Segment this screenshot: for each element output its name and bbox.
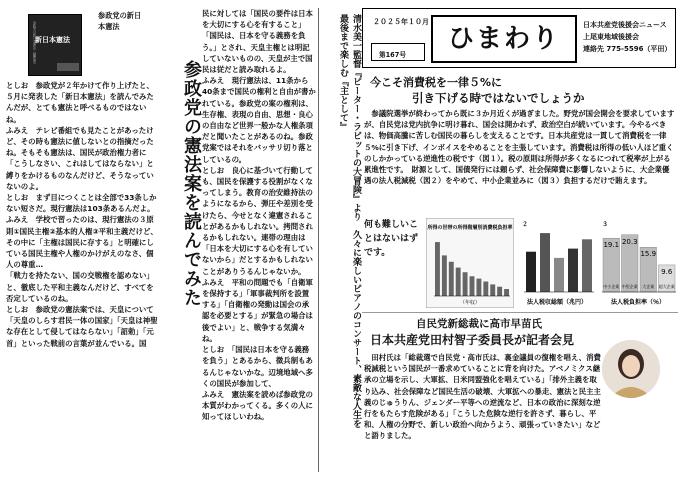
chart1-title: 所得の世帯の所得階層別消費税負担率 [427,225,513,231]
newsletter-logo: ひまわり [431,15,577,63]
paragraph: 「戦力を持たない、国の交戦権を認めない」と、徹底した平和主義なんだけど、すべてを否定しているのね。 [6,271,154,303]
organization-info [583,19,671,55]
chart1-xlabel: （年収） [459,300,481,306]
chart3-category-label: 中堅企業 [621,284,638,289]
paragraph: 民に対しては「国民の要件は日本を大切にする心を有すること」「国民は、日本を守る義務を負う。」とされ、天皇主権とは明記していないものの、天皇が主で国民は従だと読み取れるよ。 [202,9,313,75]
chart2-label: 法人税収総額（兆円） [526,299,588,306]
paragraph: ふみえ 現行憲法は、11条から40条まで国民の権利と自由が書かれている。参政党の案の権利は、生存権、表現の自由、思想・良心の自由など世界一般かな人権条項だと聞いたことがあるのね。参政党案ではそれをバッサリ切り落としているの。 [202,76,316,164]
book-title: 新日本憲法 [35,36,70,44]
headline-tax-2: 引き下げる時ではないでしょうか [412,91,585,105]
org-line-3: 連絡先 775-5596（平田） [583,45,672,53]
paragraph: ふみえ 学校で習ったのは、現行憲法の３原則①国民主権②基本的人権③平和主義だけど、その中に「主権は国民に存する」と明確にしている国民主権や人権のかけがえのなさ、個人の尊重… [6,215,158,270]
chart1-svg [426,218,514,308]
chart2-bar [582,239,592,292]
paragraph: としお 「国民は日本を守る義務を負う」とあるから、徴兵制もあるんじゃないかな。辺境地域へ多くの国民が参加して、 [202,345,313,388]
book-cover-image [28,14,82,76]
paragraph: としお まず目につくことは全部で33条しかない短さだ。現行憲法は103条あるんだよ。 [6,193,157,214]
column-divider [318,8,319,472]
vertical-headline: 参政党の憲法案を読んでみた [181,60,202,307]
paragraph: としお 良心に基づいて行動しても、国民を保護する役割がなくなってしまう。教育の治安維持法のようになるから、弾圧や差別を受けたら、今せとなく違憲されることがあるかもしれない。拷問されるかもしれない。連帯の理由は「日本を大切にする心を有していないから」だとするかもしれないことがありうるんじゃないか。 [202,165,313,276]
issue-date: ２０２５年１０月 [373,18,429,26]
chart3-category-label: 大企業 [642,284,655,289]
chart2-bar [554,258,564,292]
paragraph: ふみえ テレビ番組でも見たことがあったけど、その時も憲法に値しないとの指摘だったね。そもそも憲法は、国民が政治権力者に「こうしなさい、これはしてはならない」と縛りをかけるものなんだけど、そうなっていないのよ。 [6,125,154,191]
dialogue-column-1 [6,80,158,472]
section-divider [362,312,678,313]
paragraph: ふみえ 憲法案を読めば参政党の本質がわかってくる。多くの人に知ってほしいわね。 [202,389,313,422]
chart1-bar [449,262,454,296]
chart1-bar [483,282,488,297]
chart2-bar [526,252,536,292]
org-line-2: 上尾東地域後援会 [583,33,639,41]
tamura-article-body: 田村氏は「総裁選で自民党・高市氏は、裏金議員の復権を唱え、消費税減税という国民が一番求めていることに背を向けた。アベノミクス継承の立場を示し、大軍拡、日米同盟強化を唱えている」「排外主義を取り込み、社会保障など国民生活の破壊、大軍拡への暴走、憲法と民主主義のじゅうりん、ジェンダー平等への逆流など、日本の政治に深刻な逆行をもたらす危険がある」「こうした危険な逆行を許さず、暮らし、平和、人権の分野で、新しい政治へ向かうよう、頑張っていきたい」などと語りました。 [364,353,601,441]
book-subtitle: 参政党の新日本憲法（構想案） [32,21,36,66]
chart3-category-label: 超大企業 [658,284,675,289]
headline-tamura: 日本共産党田村智子委員長が記者会見 [370,333,575,347]
chart3-value-label: 9.6 [661,267,673,276]
chart1-bar [463,272,468,296]
tax-article-body: 参議院選挙が終わってから既に３か月近くが過ぎました。野党が国会開会を要求していますが、自民党は党内抗争に明け暮れ、国会は開かれず、政治空白が続いています。今やるべきは、物価高騰に苦しむ国民の暮らしを支えることです。日本共産党は一貫して消費税を一律５%に引き下げ、インボイスをやめることを主張しています。消費税は所得の低い人ほど重くのしかかっている逆進性の税です（図１）。税の原則は所得が多くなるにつれて税率が上がる累進性です。 財源として、国債発行には頼らず、社会保障費に影響しないように、大企業優遇の法人税減税（図２）をやめて、中小企業並みに（図３）負担するだけで賄えます。 [364,109,675,186]
paragraph: としお 参政党が２年かけて作り上げたと、５月に発表した「新日本憲法」を読んでみたんだが、とても憲法と呼べるものではないね。 [6,81,154,124]
chart1-bar [442,255,447,296]
tax-article-tail: 何も難しいことはないはずです。 [364,220,419,258]
chart1-bar [497,287,502,296]
chart3-label: 法人税負担率（％） [610,299,666,306]
chart3-fig-number: ３ [602,221,609,228]
chart3-value-label: 15.9 [640,250,657,259]
chart-corporate-tax-revenue [518,218,596,308]
chart1-bar [435,242,440,296]
chart3-value-label: 19.1 [603,241,620,250]
chart1-bar [470,276,475,296]
chart2-bar [568,249,578,292]
chart2-fig-number: ２ [522,221,529,228]
chart3-svg [598,218,678,308]
paragraph: ふみえ 平和の問題でも「自衛軍を保持する」「軍事裁判所を設置する」「自衛権の発動は国会の承認を必要とする」が緊急の場合は後でよい」と、戦争する気満々ね。 [202,277,313,343]
portrait-photo [602,340,660,398]
chart1-bar [504,289,509,296]
chart1-bar [476,279,481,296]
headline-tax-1: 今こそ消費税を一律５%に [370,76,503,89]
chart1-bar [456,268,461,296]
book-caption: 参政党の新日本憲法 [98,11,142,31]
vertical-subhead: 清水美一監督『ピーター・ラビットの大冒険』より 久々に楽しいピアノのコンサート、素敵な人生を最後まで楽しむ『主として』 [338,14,361,428]
masthead [362,8,676,68]
org-line-1: 日本共産党後援会ニュース [583,21,667,29]
dialogue-column-2 [202,8,316,474]
chart2-svg [518,218,596,308]
issue-number: 第167号 [379,51,406,59]
chart2-bar [540,233,550,292]
chart-corporate-tax-rate [598,218,678,308]
paragraph: としお 参政党の憲法案では、天皇について「天皇のしらす君民一体の国家」「天皇は神聖な存在として侵してはならない」「詔勅」「元首」といった戦前の言葉が並んでいる。国 [6,305,158,348]
chart3-value-label: 20.3 [621,237,638,246]
headline-takaichi: 自民党新総裁に高市早苗氏 [416,318,542,330]
book-label-block [57,63,79,71]
chart1-bar [490,284,495,296]
chart3-category-label: 中小企業 [603,284,620,289]
chart-consumption-tax [426,218,514,308]
